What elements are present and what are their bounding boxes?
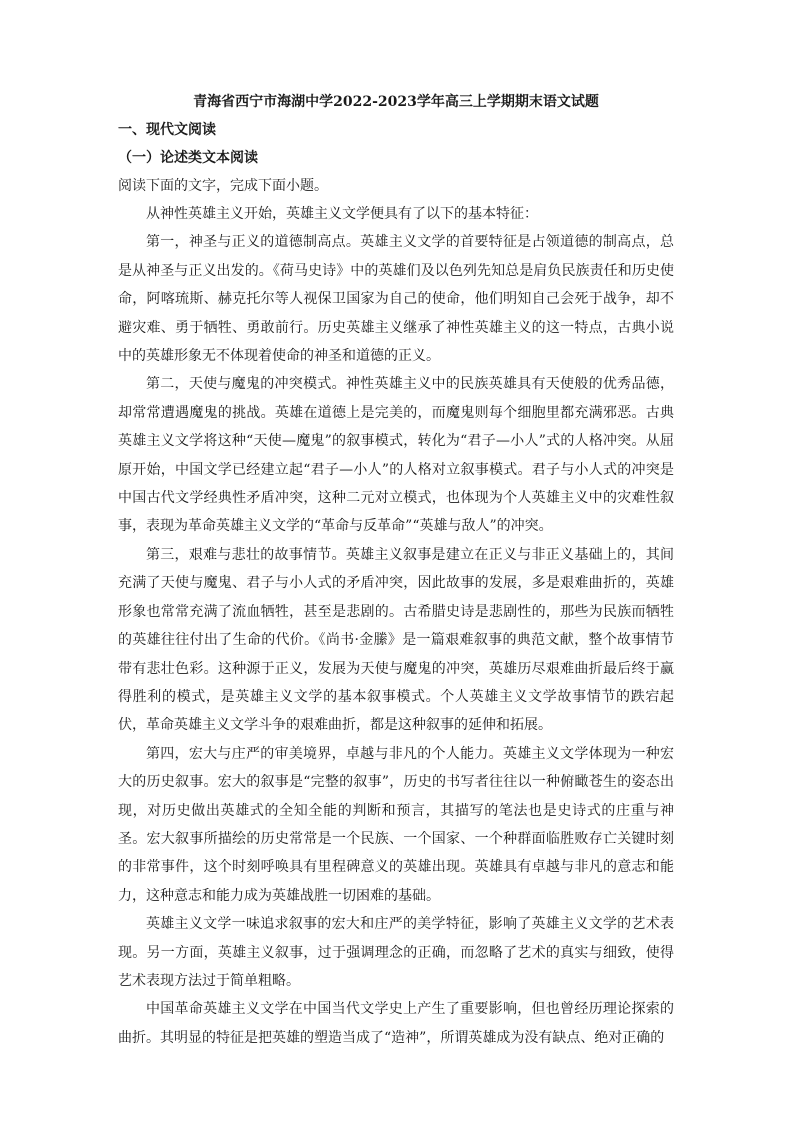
document-title: 青海省西宁市海湖中学2022-2023学年高三上学期期末语文试题: [193, 94, 599, 110]
paragraph-critique: 英雄主义文学一味追求叙事的宏大和庄严的美学特征，影响了英雄主义文学的艺术表现。另一方面，英雄主义叙事，过于强调理念的正确，而忽略了艺术的真实与细致，使得艺术表现方法过于简单粗略。: [118, 916, 674, 989]
paragraph-feature-3: 第三，艰难与悲壮的故事情节。英雄主义叙事是建立在正义与非正义基础上的，其间充满了天使与魔鬼、君子与小人式的矛盾冲突，因此故事的发展，多是艰难曲折的，英雄形象也常常充满了流血牺牲，甚至是悲剧的。古希腊史诗是悲剧性的，那些为民族而牺牲的英雄往往付出了生命的代价。《尚书·金縢》是一篇艰难叙事的典范文献，整个故事情节带有悲壮色彩。这种源于正义，发展为天使与魔鬼的冲突，英雄历尽艰难曲折最后终于赢得胜利的模式，是英雄主义文学的基本叙事模式。个人英雄主义文学故事情节的跌宕起伏，革命英雄主义文学斗争的艰难曲折，都是这种叙事的延伸和拓展。: [118, 546, 674, 734]
paragraph-feature-1: 第一，神圣与正义的道德制高点。英雄主义文学的首要特征是占领道德的制高点，总是从神圣与正义出发的。《荷马史诗》中的英雄们及以色列先知总是肩负民族责任和历史使命，阿喀琉斯、赫克托尔等人视保卫国家为自己的使命，他们明知自己会死于战争，却不避灾难、勇于牺牲、勇敢前行。历史英雄主义继承了神性英雄主义的这一特点，古典小说中的英雄形象无不体现着使命的神圣和道德的正义。: [118, 234, 674, 365]
document-body: [118, 90, 674, 1052]
section-heading: 一、现代文阅读: [118, 122, 216, 138]
paragraph-feature-2: 第二，天使与魔鬼的冲突模式。神性英雄主义中的民族英雄具有天使般的优秀品德，却常常遭遇魔鬼的挑战。英雄在道德上是完美的，而魔鬼则每个细胞里都充满邪恶。古典英雄主义文学将这种“天使—魔鬼”的叙事模式，转化为“君子—小人”式的人格冲突。从屈原开始，中国文学已经建立起“君子—小人”的人格对立叙事模式。君子与小人式的冲突是中国古代文学经典性矛盾冲突，这种二元对立模式，也体现为个人英雄主义中的灾难性叙事，表现为革命英雄主义文学的“革命与反革命”“英雄与敌人”的冲突。: [118, 376, 674, 535]
paragraph-chinese-revolution: 中国革命英雄主义文学在中国当代文学史上产生了重要影响，但也曾经历理论探索的曲折。其明显的特征是把英雄的塑造当成了“造神”，所谓英雄成为没有缺点、绝对正确的: [118, 1001, 674, 1046]
subsection-heading: （一）论述类文本阅读: [118, 150, 258, 166]
paragraph-feature-4: 第四，宏大与庄严的审美境界，卓越与非凡的个人能力。英雄主义文学体现为一种宏大的历史叙事。宏大的叙事是“完整的叙事”，历史的书写者往往以一种俯瞰苍生的姿态出现，对历史做出英雄式的全知全能的判断和预言，其描写的笔法也是史诗式的庄重与神圣。宏大叙事所描绘的历史常常是一个民族、一个国家、一个种群面临胜败存亡关键时刻的非常事件，这个时刻呼唤具有里程碑意义的英雄出现。英雄具有卓越与非凡的意志和能力，这种意志和能力成为英雄战胜一切困难的基础。: [118, 745, 674, 904]
paragraph-intro: 从神性英雄主义开始，英雄主义文学便具有了以下的基本特征：: [146, 206, 538, 222]
reading-instruction: 阅读下面的文字，完成下面小题。: [118, 178, 328, 194]
